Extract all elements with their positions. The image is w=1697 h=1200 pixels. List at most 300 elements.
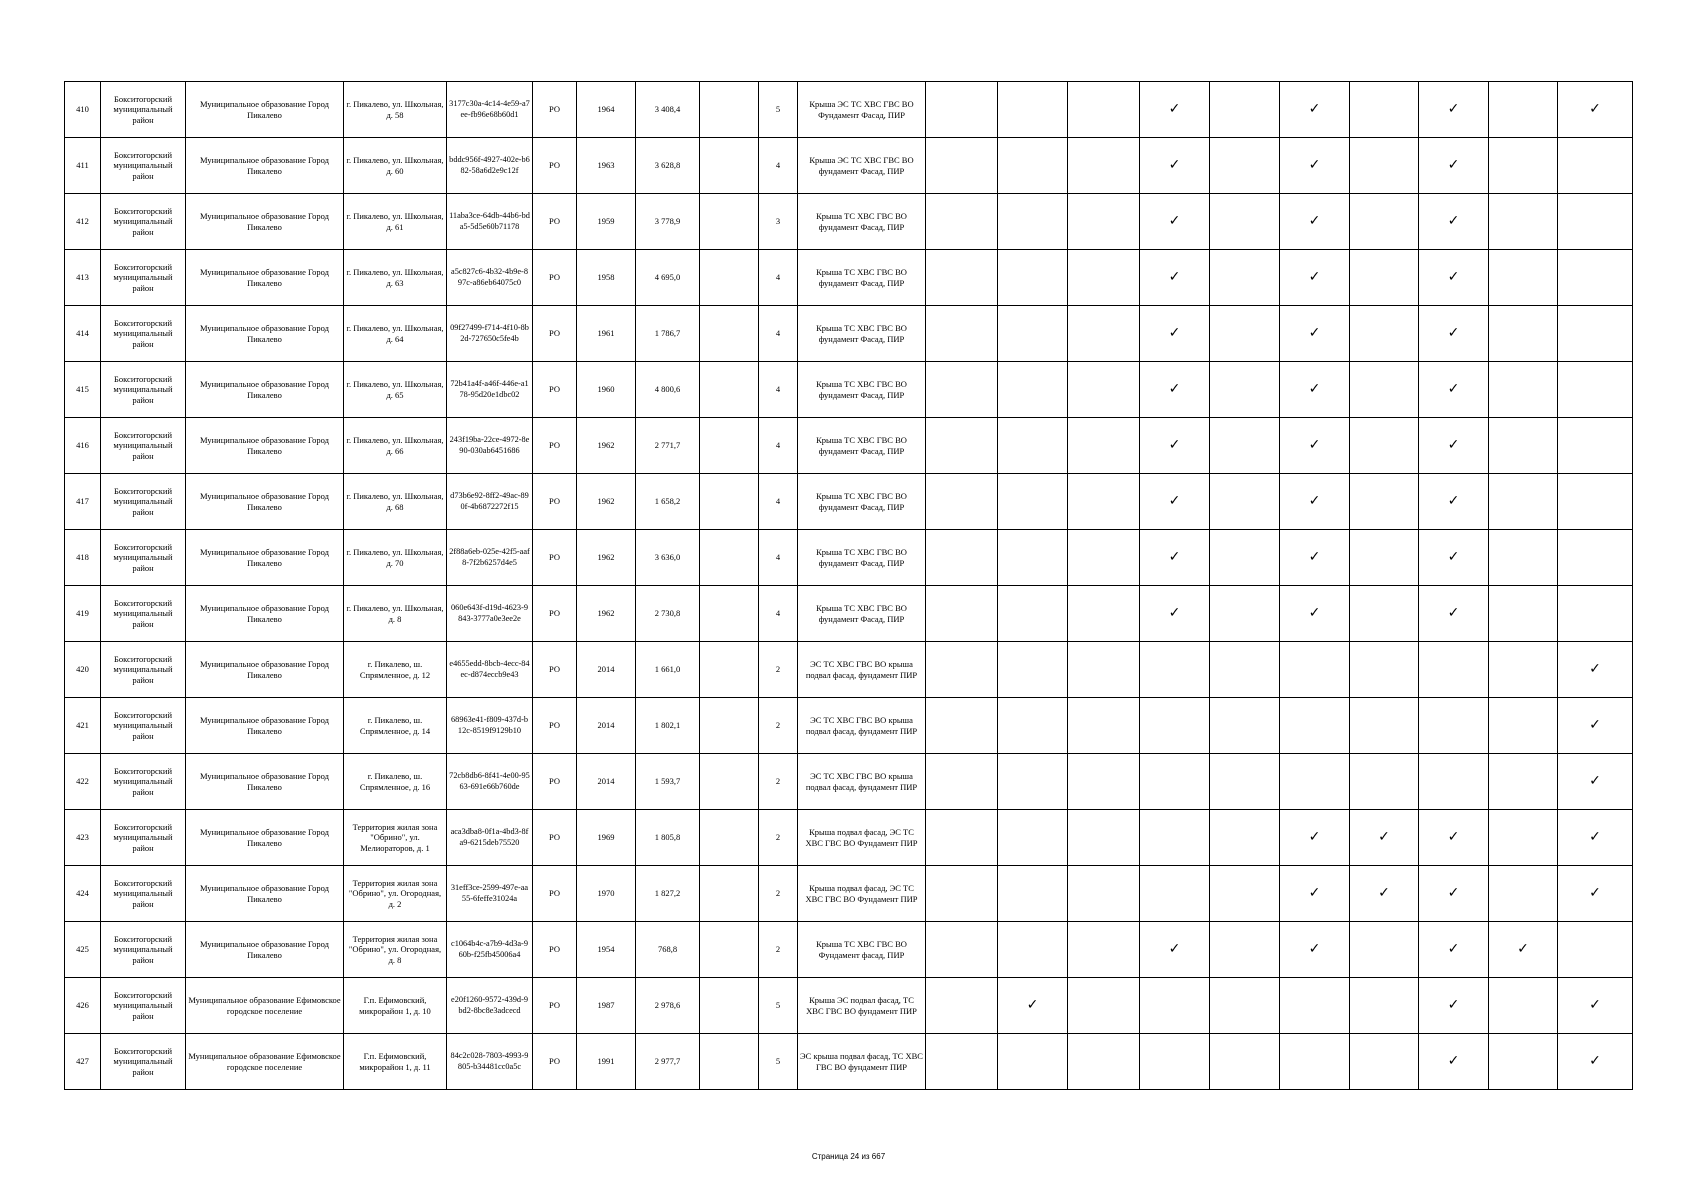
work-check-cell: [1068, 642, 1140, 698]
works-list-cell: Крыша ТС ХВС ГВС ВО Фундамент фасад, ПИР: [798, 922, 926, 978]
year-built-cell: 1958: [577, 250, 636, 306]
work-check-cell: [1210, 138, 1280, 194]
work-check-cell: [1140, 810, 1210, 866]
work-check-cell: [1489, 754, 1558, 810]
work-check-cell: [1210, 362, 1280, 418]
year-built-cell: 1959: [577, 194, 636, 250]
floors-cell: 2: [759, 754, 798, 810]
work-check-cell: [1350, 642, 1419, 698]
address-cell: г. Пикалево, ш. Спрямленное, д. 14: [344, 698, 447, 754]
work-check-cell: [998, 362, 1068, 418]
empty-cell: [700, 642, 759, 698]
work-check-cell: [926, 1034, 998, 1090]
year-built-cell: 1991: [577, 1034, 636, 1090]
work-check-cell: [1140, 698, 1210, 754]
floors-cell: 3: [759, 194, 798, 250]
work-check-cell: [1489, 306, 1558, 362]
work-check-cell: [1558, 810, 1633, 866]
checkmark-icon: ✓: [1589, 1053, 1601, 1070]
empty-cell: [700, 250, 759, 306]
fund-type-cell: РО: [533, 306, 577, 362]
checkmark-icon: ✓: [1308, 885, 1321, 902]
work-check-cell: [1140, 1034, 1210, 1090]
municipality-cell: Муниципальное образование Город Пикалево: [186, 754, 344, 810]
works-list-cell: ЭС ТС ХВС ГВС ВО крыша подвал фасад, фундамент ПИР: [798, 642, 926, 698]
fund-type-cell: РО: [533, 978, 577, 1034]
district-cell: Бокситогорский муниципальный район: [101, 1034, 186, 1090]
checkmark-icon: ✓: [1168, 549, 1181, 566]
fund-type-cell: РО: [533, 586, 577, 642]
work-check-cell: [1210, 642, 1280, 698]
checkmark-icon: ✓: [1308, 381, 1321, 398]
empty-cell: [700, 1034, 759, 1090]
checkmark-icon: ✓: [1308, 269, 1321, 286]
year-built-cell: 1960: [577, 362, 636, 418]
fund-type-cell: РО: [533, 810, 577, 866]
checkmark-icon: ✓: [1168, 269, 1181, 286]
work-check-cell: [926, 922, 998, 978]
fias-id-cell: a5c827c6-4b32-4b9e-897c-a86eb64075c0: [447, 250, 533, 306]
floors-cell: 2: [759, 642, 798, 698]
work-check-cell: [1140, 82, 1210, 138]
floors-cell: 4: [759, 306, 798, 362]
district-cell: Бокситогорский муниципальный район: [101, 754, 186, 810]
address-cell: г. Пикалево, ул. Школьная, д. 58: [344, 82, 447, 138]
fund-type-cell: РО: [533, 138, 577, 194]
table-row: [65, 754, 1633, 810]
work-check-cell: [1210, 754, 1280, 810]
works-list-cell: Крыша ТС ХВС ГВС ВО фундамент Фасад, ПИР: [798, 418, 926, 474]
floors-cell: 4: [759, 138, 798, 194]
work-check-cell: [1068, 530, 1140, 586]
work-check-cell: [998, 698, 1068, 754]
work-check-cell: [1558, 754, 1633, 810]
table-row: [65, 138, 1633, 194]
table-row: [65, 530, 1633, 586]
empty-cell: [700, 418, 759, 474]
empty-cell: [700, 306, 759, 362]
works-list-cell: Крыша ТС ХВС ГВС ВО фундамент Фасад, ПИР: [798, 250, 926, 306]
work-check-cell: [998, 978, 1068, 1034]
checkmark-icon: ✓: [1168, 101, 1181, 118]
work-check-cell: [998, 306, 1068, 362]
works-list-cell: Крыша ЭС ТС ХВС ГВС ВО Фундамент Фасад, ПИР: [798, 82, 926, 138]
floors-cell: 4: [759, 530, 798, 586]
work-check-cell: [1558, 978, 1633, 1034]
works-list-cell: Крыша ТС ХВС ГВС ВО фундамент Фасад, ПИР: [798, 530, 926, 586]
fund-type-cell: РО: [533, 194, 577, 250]
checkmark-icon: ✓: [1378, 829, 1390, 846]
work-check-cell: [1350, 250, 1419, 306]
work-check-cell: [1489, 642, 1558, 698]
floors-cell: 2: [759, 698, 798, 754]
total-area-cell: 1 827,2: [636, 866, 700, 922]
row-number-cell: 412: [65, 194, 101, 250]
fias-id-cell: c1064b4c-a7b9-4d3a-960b-f25fb45006a4: [447, 922, 533, 978]
district-cell: Бокситогорский муниципальный район: [101, 82, 186, 138]
row-number-cell: 420: [65, 642, 101, 698]
total-area-cell: 1 802,1: [636, 698, 700, 754]
checkmark-icon: ✓: [1589, 717, 1601, 734]
floors-cell: 4: [759, 474, 798, 530]
checkmark-icon: ✓: [1308, 605, 1321, 622]
works-list-cell: Крыша ТС ХВС ГВС ВО фундамент Фасад, ПИР: [798, 474, 926, 530]
work-check-cell: [1140, 922, 1210, 978]
work-check-cell: [1280, 194, 1350, 250]
work-check-cell: [998, 194, 1068, 250]
municipality-cell: Муниципальное образование Город Пикалево: [186, 922, 344, 978]
checkmark-icon: ✓: [1447, 493, 1460, 510]
fias-id-cell: 09f27499-f714-4f10-8b2d-727650c5fe4b: [447, 306, 533, 362]
district-cell: Бокситогорский муниципальный район: [101, 922, 186, 978]
fund-type-cell: РО: [533, 866, 577, 922]
table-row: [65, 418, 1633, 474]
checkmark-icon: ✓: [1447, 549, 1460, 566]
checkmark-icon: ✓: [1308, 941, 1321, 958]
work-check-cell: [998, 82, 1068, 138]
work-check-cell: [1068, 418, 1140, 474]
work-check-cell: [1489, 530, 1558, 586]
work-check-cell: [1350, 586, 1419, 642]
checkmark-icon: ✓: [1447, 885, 1460, 902]
fias-id-cell: 68963e41-f809-437d-b12c-8519f9129b10: [447, 698, 533, 754]
row-number-cell: 411: [65, 138, 101, 194]
floors-cell: 2: [759, 810, 798, 866]
work-check-cell: [1419, 474, 1489, 530]
total-area-cell: 3 628,8: [636, 138, 700, 194]
row-number-cell: 417: [65, 474, 101, 530]
works-list-cell: ЭС ТС ХВС ГВС ВО крыша подвал фасад, фундамент ПИР: [798, 754, 926, 810]
empty-cell: [700, 138, 759, 194]
work-check-cell: [926, 306, 998, 362]
work-check-cell: [1419, 82, 1489, 138]
work-check-cell: [1210, 810, 1280, 866]
checkmark-icon: ✓: [1308, 101, 1321, 118]
work-check-cell: [1350, 418, 1419, 474]
district-cell: Бокситогорский муниципальный район: [101, 642, 186, 698]
address-cell: Г.п. Ефимовский, микрорайон 1, д. 11: [344, 1034, 447, 1090]
table-row: [65, 810, 1633, 866]
work-check-cell: [1280, 642, 1350, 698]
fund-type-cell: РО: [533, 530, 577, 586]
year-built-cell: 1963: [577, 138, 636, 194]
work-check-cell: [1419, 698, 1489, 754]
work-check-cell: [998, 418, 1068, 474]
checkmark-icon: ✓: [1447, 941, 1460, 958]
work-check-cell: [1280, 866, 1350, 922]
floors-cell: 2: [759, 866, 798, 922]
fias-id-cell: d73b6e92-8ff2-49ac-890f-4b6872272f15: [447, 474, 533, 530]
work-check-cell: [1280, 474, 1350, 530]
work-check-cell: [1419, 250, 1489, 306]
year-built-cell: 1961: [577, 306, 636, 362]
district-cell: Бокситогорский муниципальный район: [101, 698, 186, 754]
district-cell: Бокситогорский муниципальный район: [101, 530, 186, 586]
work-check-cell: [1140, 138, 1210, 194]
empty-cell: [700, 82, 759, 138]
work-check-cell: [1558, 586, 1633, 642]
empty-cell: [700, 194, 759, 250]
work-check-cell: [1489, 698, 1558, 754]
municipality-cell: Муниципальное образование Город Пикалево: [186, 474, 344, 530]
work-check-cell: [1140, 194, 1210, 250]
work-check-cell: [926, 698, 998, 754]
checkmark-icon: ✓: [1026, 997, 1039, 1014]
fias-id-cell: 243f19ba-22ce-4972-8e90-030ab6451686: [447, 418, 533, 474]
address-cell: г. Пикалево, ш. Спрямленное, д. 12: [344, 642, 447, 698]
registry-table: [64, 81, 1633, 1090]
checkmark-icon: ✓: [1447, 213, 1460, 230]
checkmark-icon: ✓: [1308, 325, 1321, 342]
total-area-cell: 2 977,7: [636, 1034, 700, 1090]
work-check-cell: [926, 418, 998, 474]
empty-cell: [700, 866, 759, 922]
work-check-cell: [1280, 586, 1350, 642]
address-cell: г. Пикалево, ул. Школьная, д. 8: [344, 586, 447, 642]
checkmark-icon: ✓: [1447, 269, 1460, 286]
work-check-cell: [1068, 138, 1140, 194]
work-check-cell: [926, 586, 998, 642]
empty-cell: [700, 362, 759, 418]
work-check-cell: [1068, 978, 1140, 1034]
municipality-cell: Муниципальное образование Город Пикалево: [186, 866, 344, 922]
empty-cell: [700, 530, 759, 586]
district-cell: Бокситогорский муниципальный район: [101, 194, 186, 250]
checkmark-icon: ✓: [1447, 1053, 1460, 1070]
work-check-cell: [1210, 306, 1280, 362]
work-check-cell: [1140, 754, 1210, 810]
fund-type-cell: РО: [533, 642, 577, 698]
year-built-cell: 1962: [577, 530, 636, 586]
district-cell: Бокситогорский муниципальный район: [101, 474, 186, 530]
year-built-cell: 1987: [577, 978, 636, 1034]
row-number-cell: 424: [65, 866, 101, 922]
row-number-cell: 418: [65, 530, 101, 586]
total-area-cell: 2 978,6: [636, 978, 700, 1034]
work-check-cell: [1419, 1034, 1489, 1090]
work-check-cell: [1068, 754, 1140, 810]
work-check-cell: [1140, 362, 1210, 418]
work-check-cell: [1558, 642, 1633, 698]
municipality-cell: Муниципальное образование Город Пикалево: [186, 82, 344, 138]
works-list-cell: Крыша ТС ХВС ГВС ВО фундамент Фасад, ПИР: [798, 586, 926, 642]
work-check-cell: [1280, 978, 1350, 1034]
total-area-cell: 768,8: [636, 922, 700, 978]
work-check-cell: [1068, 250, 1140, 306]
work-check-cell: [1350, 978, 1419, 1034]
empty-cell: [700, 978, 759, 1034]
works-list-cell: Крыша ТС ХВС ГВС ВО фундамент Фасад, ПИР: [798, 362, 926, 418]
fias-id-cell: 11aba3ce-64db-44b6-bda5-5d5e60b71178: [447, 194, 533, 250]
work-check-cell: [1068, 586, 1140, 642]
year-built-cell: 1964: [577, 82, 636, 138]
table-row: [65, 866, 1633, 922]
address-cell: Г.п. Ефимовский, микрорайон 1, д. 10: [344, 978, 447, 1034]
work-check-cell: [1558, 250, 1633, 306]
work-check-cell: [998, 810, 1068, 866]
table-row: [65, 362, 1633, 418]
address-cell: г. Пикалево, ул. Школьная, д. 60: [344, 138, 447, 194]
work-check-cell: [1280, 530, 1350, 586]
district-cell: Бокситогорский муниципальный район: [101, 586, 186, 642]
work-check-cell: [1140, 978, 1210, 1034]
row-number-cell: 415: [65, 362, 101, 418]
row-number-cell: 421: [65, 698, 101, 754]
row-number-cell: 422: [65, 754, 101, 810]
address-cell: г. Пикалево, ул. Школьная, д. 65: [344, 362, 447, 418]
year-built-cell: 1962: [577, 418, 636, 474]
work-check-cell: [1489, 82, 1558, 138]
work-check-cell: [1419, 978, 1489, 1034]
work-check-cell: [926, 810, 998, 866]
municipality-cell: Муниципальное образование Город Пикалево: [186, 362, 344, 418]
checkmark-icon: ✓: [1447, 605, 1460, 622]
empty-cell: [700, 474, 759, 530]
fias-id-cell: 72cb8db6-8f41-4e00-9563-691e66b760de: [447, 754, 533, 810]
total-area-cell: 4 695,0: [636, 250, 700, 306]
work-check-cell: [1068, 474, 1140, 530]
work-check-cell: [1489, 810, 1558, 866]
work-check-cell: [1419, 922, 1489, 978]
fias-id-cell: 31eff3ce-2599-497e-aa55-6feffe31024a: [447, 866, 533, 922]
municipality-cell: Муниципальное образование Город Пикалево: [186, 138, 344, 194]
year-built-cell: 2014: [577, 642, 636, 698]
work-check-cell: [1558, 1034, 1633, 1090]
work-check-cell: [1140, 642, 1210, 698]
total-area-cell: 4 800,6: [636, 362, 700, 418]
year-built-cell: 1954: [577, 922, 636, 978]
year-built-cell: 1962: [577, 586, 636, 642]
checkmark-icon: ✓: [1447, 157, 1460, 174]
work-check-cell: [1280, 754, 1350, 810]
work-check-cell: [1210, 866, 1280, 922]
row-number-cell: 416: [65, 418, 101, 474]
checkmark-icon: ✓: [1447, 997, 1460, 1014]
work-check-cell: [1280, 922, 1350, 978]
work-check-cell: [1558, 82, 1633, 138]
empty-cell: [700, 754, 759, 810]
fund-type-cell: РО: [533, 418, 577, 474]
year-built-cell: 2014: [577, 754, 636, 810]
work-check-cell: [1350, 138, 1419, 194]
works-list-cell: ЭС крыша подвал фасад, ТС ХВС ГВС ВО фундамент ПИР: [798, 1034, 926, 1090]
floors-cell: 4: [759, 586, 798, 642]
work-check-cell: [1140, 530, 1210, 586]
table-body: [65, 82, 1633, 1090]
work-check-cell: [1280, 138, 1350, 194]
checkmark-icon: ✓: [1308, 549, 1321, 566]
work-check-cell: [1280, 306, 1350, 362]
work-check-cell: [1140, 306, 1210, 362]
address-cell: Территория жилая зона "Обрино", ул. Огородная, д. 2: [344, 866, 447, 922]
work-check-cell: [1140, 250, 1210, 306]
floors-cell: 4: [759, 418, 798, 474]
year-built-cell: 2014: [577, 698, 636, 754]
work-check-cell: [1210, 922, 1280, 978]
work-check-cell: [1558, 418, 1633, 474]
checkmark-icon: ✓: [1447, 829, 1460, 846]
work-check-cell: [1140, 474, 1210, 530]
empty-cell: [700, 810, 759, 866]
table-row: [65, 194, 1633, 250]
municipality-cell: Муниципальное образование Ефимовское городское поселение: [186, 978, 344, 1034]
checkmark-icon: ✓: [1308, 213, 1321, 230]
checkmark-icon: ✓: [1447, 101, 1460, 118]
checkmark-icon: ✓: [1589, 829, 1601, 846]
work-check-cell: [1210, 586, 1280, 642]
fias-id-cell: e4655edd-8bcb-4ecc-84ec-d874eccb9e43: [447, 642, 533, 698]
works-list-cell: Крыша ЭС подвал фасад, ТС ХВС ГВС ВО фундамент ПИР: [798, 978, 926, 1034]
work-check-cell: [1140, 866, 1210, 922]
work-check-cell: [1558, 138, 1633, 194]
work-check-cell: [1068, 1034, 1140, 1090]
municipality-cell: Муниципальное образование Город Пикалево: [186, 418, 344, 474]
work-check-cell: [1210, 1034, 1280, 1090]
work-check-cell: [1558, 306, 1633, 362]
checkmark-icon: ✓: [1517, 941, 1529, 958]
empty-cell: [700, 922, 759, 978]
work-check-cell: [1558, 530, 1633, 586]
work-check-cell: [1419, 810, 1489, 866]
total-area-cell: 2 730,8: [636, 586, 700, 642]
fias-id-cell: 2f88a6eb-025e-42f5-aaf8-7f2b6257d4e5: [447, 530, 533, 586]
works-list-cell: ЭС ТС ХВС ГВС ВО крыша подвал фасад, фундамент ПИР: [798, 698, 926, 754]
table-row: [65, 306, 1633, 362]
work-check-cell: [998, 250, 1068, 306]
works-list-cell: Крыша подвал фасад, ЭС ТС ХВС ГВС ВО Фундамент ПИР: [798, 866, 926, 922]
fias-id-cell: e20f1260-9572-439d-9bd2-8bc8e3adcecd: [447, 978, 533, 1034]
table-row: [65, 922, 1633, 978]
checkmark-icon: ✓: [1447, 437, 1460, 454]
checkmark-icon: ✓: [1308, 829, 1321, 846]
district-cell: Бокситогорский муниципальный район: [101, 250, 186, 306]
work-check-cell: [1210, 698, 1280, 754]
municipality-cell: Муниципальное образование Город Пикалево: [186, 642, 344, 698]
work-check-cell: [998, 754, 1068, 810]
work-check-cell: [926, 250, 998, 306]
address-cell: г. Пикалево, ул. Школьная, д. 68: [344, 474, 447, 530]
total-area-cell: 3 778,9: [636, 194, 700, 250]
district-cell: Бокситогорский муниципальный район: [101, 138, 186, 194]
year-built-cell: 1970: [577, 866, 636, 922]
checkmark-icon: ✓: [1308, 157, 1321, 174]
work-check-cell: [1350, 530, 1419, 586]
work-check-cell: [998, 642, 1068, 698]
table-row: [65, 698, 1633, 754]
work-check-cell: [1350, 754, 1419, 810]
work-check-cell: [926, 362, 998, 418]
table-row: [65, 1034, 1633, 1090]
fund-type-cell: РО: [533, 922, 577, 978]
empty-cell: [700, 698, 759, 754]
checkmark-icon: ✓: [1168, 381, 1181, 398]
row-number-cell: 419: [65, 586, 101, 642]
work-check-cell: [1489, 1034, 1558, 1090]
year-built-cell: 1962: [577, 474, 636, 530]
work-check-cell: [1068, 866, 1140, 922]
work-check-cell: [1350, 306, 1419, 362]
work-check-cell: [998, 866, 1068, 922]
empty-cell: [700, 586, 759, 642]
checkmark-icon: ✓: [1589, 885, 1601, 902]
district-cell: Бокситогорский муниципальный район: [101, 418, 186, 474]
work-check-cell: [1140, 586, 1210, 642]
work-check-cell: [1489, 194, 1558, 250]
work-check-cell: [1419, 642, 1489, 698]
address-cell: г. Пикалево, ул. Школьная, д. 61: [344, 194, 447, 250]
work-check-cell: [926, 530, 998, 586]
row-number-cell: 425: [65, 922, 101, 978]
